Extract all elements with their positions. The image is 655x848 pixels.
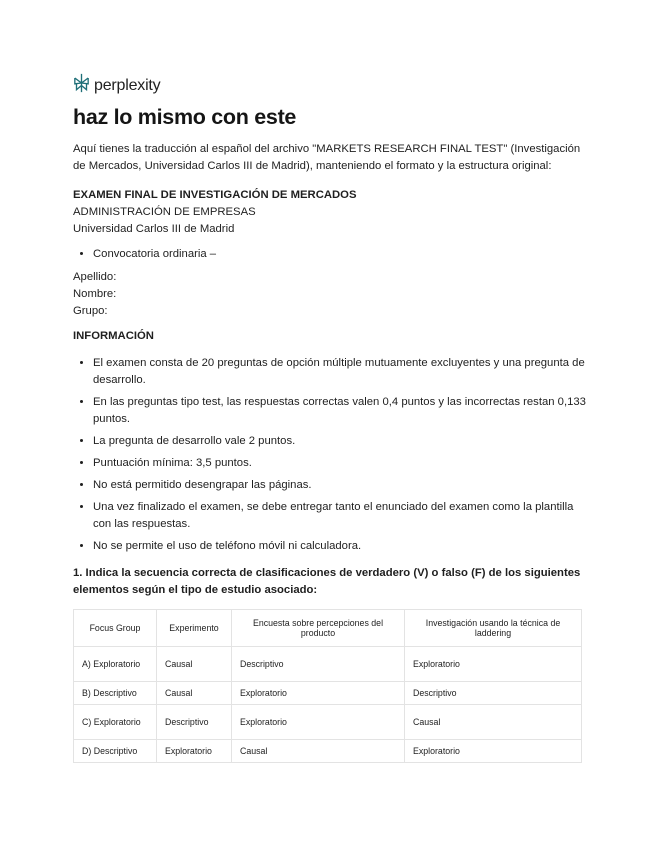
document-content	[73, 105, 588, 763]
info-item: • El examen consta de 20 preguntas de opción múltiple mutuamente excluyentes y una pregunta de desarrollo.	[93, 355, 588, 389]
table-cell: Descriptivo	[232, 647, 405, 682]
field-apellido: Apellido:	[73, 271, 117, 283]
info-item: • Una vez finalizado el examen, se debe entregar tanto el enunciado del examen como la plantilla con las respuestas.	[93, 499, 588, 533]
info-list	[73, 355, 588, 555]
info-item: • No se permite el uso de teléfono móvil ni calculadora.	[93, 538, 588, 555]
info-item: • No está permitido desengrapar las páginas.	[93, 477, 588, 494]
table-cell: Exploratorio	[405, 740, 582, 763]
table-cell: A) Exploratorio	[74, 647, 157, 682]
table-header-row	[74, 610, 582, 647]
table-cell: Causal	[157, 682, 232, 705]
exam-heading: EXAMEN FINAL DE INVESTIGACIÓN DE MERCADOS	[73, 189, 357, 201]
perplexity-logo-icon	[73, 73, 90, 98]
table-cell: Exploratorio	[157, 740, 232, 763]
info-heading: INFORMACIÓN	[73, 330, 154, 342]
table-row	[74, 705, 582, 740]
info-item: • Puntuación mínima: 3,5 puntos.	[93, 455, 588, 472]
info-item: • En las preguntas tipo test, las respuestas correctas valen 0,4 puntos y las incorrectas restan 0,133 puntos.	[93, 394, 588, 428]
table-cell: Exploratorio	[405, 647, 582, 682]
table-cell: Causal	[157, 647, 232, 682]
table-header-cell: Focus Group	[74, 610, 157, 647]
table-cell: Exploratorio	[232, 705, 405, 740]
brand-header	[73, 73, 160, 98]
table-cell: Causal	[232, 740, 405, 763]
exam-university: Universidad Carlos III de Madrid	[73, 223, 235, 235]
table-cell: Exploratorio	[232, 682, 405, 705]
table-header-cell: Experimento	[157, 610, 232, 647]
intro-paragraph: Aquí tienes la traducción al español del archivo "MARKETS RESEARCH FINAL TEST" (Investigación de Mercados, Universidad Carlos III de Madrid), manteniendo el formato y la estructura original:	[73, 143, 581, 172]
table-row	[74, 740, 582, 763]
table-cell: D) Descriptivo	[74, 740, 157, 763]
field-grupo: Grupo:	[73, 305, 108, 317]
table-cell: B) Descriptivo	[74, 682, 157, 705]
exam-header	[73, 187, 588, 238]
table-cell: Causal	[405, 705, 582, 740]
field-nombre: Nombre:	[73, 288, 117, 300]
table-header-cell: Investigación usando la técnica de laddering	[405, 610, 582, 647]
exam-department: ADMINISTRACIÓN DE EMPRESAS	[73, 206, 256, 218]
question-1-text: 1. Indica la secuencia correcta de clasificaciones de verdadero (V) o falso (F) de los siguientes elementos según el tipo de estudio asociado:	[73, 567, 581, 596]
table-cell: C) Exploratorio	[74, 705, 157, 740]
question-1-table	[73, 609, 582, 763]
brand-name: perplexity	[94, 76, 161, 94]
convocatoria-item: • Convocatoria ordinaria –	[93, 246, 588, 263]
student-fields	[73, 269, 588, 320]
page-title: haz lo mismo con este	[73, 105, 297, 129]
info-item: • La pregunta de desarrollo vale 2 puntos.	[93, 433, 588, 450]
table-header-cell: Encuesta sobre percepciones del producto	[232, 610, 405, 647]
table-cell: Descriptivo	[405, 682, 582, 705]
convocatoria-list	[73, 246, 588, 263]
table-row	[74, 647, 582, 682]
table-row	[74, 682, 582, 705]
table-cell: Descriptivo	[157, 705, 232, 740]
